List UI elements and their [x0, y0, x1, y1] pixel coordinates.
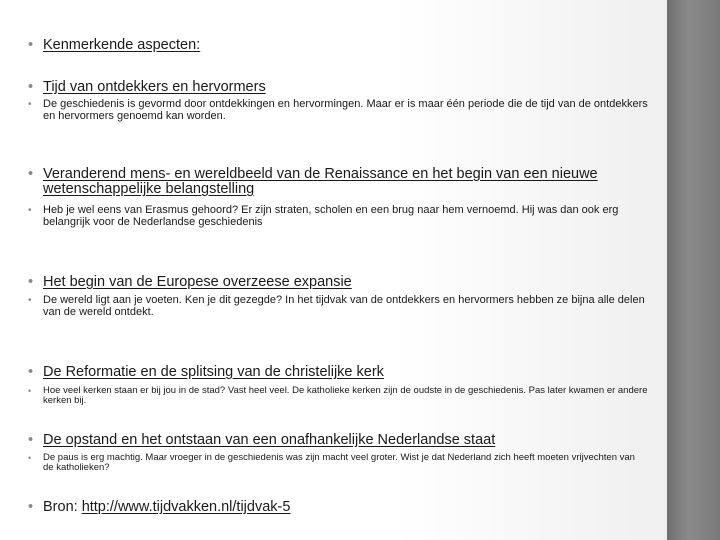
paragraph-kerken: • Hoe veel kerken staan er bij jou in de stad? Vast heel veel. De katholieke kerken zijn de oudste in de geschiedenis. Pas later kwamen er andere kerken bij.	[28, 385, 648, 406]
source-label: Bron:	[43, 499, 82, 515]
bullet: •	[28, 37, 34, 53]
heading-europese-expansie: • Het begin van de Europese overzeese expansie	[28, 274, 352, 290]
heading-tijd-van-ontdekkers: • Tijd van ontdekkers en hervormers	[28, 79, 266, 95]
heading-kenmerkende-aspecten: • Kenmerkende aspecten:	[28, 37, 201, 53]
bullet: •	[28, 79, 34, 95]
paragraph-paus: • De paus is erg machtig. Maar vroeger in de geschiedenis was zijn macht veel groter. Wist je dat Nederland zich heeft moeten vrijvechten van de katholieken?	[28, 452, 635, 473]
paragraph-erasmus: • Heb je wel eens van Erasmus gehoord? Er zijn straten, scholen en een brug naar hem vernoemd. Hij was dan ook erg belangrijk voor de Nederlandse geschiedenis	[28, 204, 619, 228]
heading-reformatie: • De Reformatie en de splitsing van de christelijke kerk	[28, 364, 384, 380]
bullet: •	[28, 205, 32, 216]
bullet: •	[28, 499, 34, 515]
bullet: •	[28, 364, 34, 380]
source-line	[28, 500, 648, 515]
bullet: •	[28, 295, 32, 306]
bullet: •	[28, 99, 32, 110]
bullet: •	[28, 453, 32, 463]
bullet: •	[28, 386, 32, 396]
decorative-side-band	[667, 0, 720, 540]
heading-renaissance: • Veranderend mens- en wereldbeeld van de Renaissance en het begin van een nieuwe wetenschappelijke belangstelling	[28, 166, 598, 197]
bullet: •	[28, 432, 34, 448]
bullet: •	[28, 166, 34, 182]
bullet: •	[28, 274, 34, 290]
paragraph-wereld: • De wereld ligt aan je voeten. Ken je dit gezegde? In het tijdvak van de ontdekkers en hervormers hebben ze bijna alle delen van de wereld ontdekt.	[28, 294, 645, 318]
source-link[interactable]: http://www.tijdvakken.nl/tijdvak-5	[81, 499, 291, 515]
heading-opstand: • De opstand en het ontstaan van een onafhankelijke Nederlandse staat	[28, 432, 496, 448]
paragraph-geschiedenis: • De geschiedenis is gevormd door ontdekkingen en hervormingen. Maar er is maar één periode die de tijd van de ontdekkers en hervormers genoemd kan worden.	[28, 98, 648, 122]
